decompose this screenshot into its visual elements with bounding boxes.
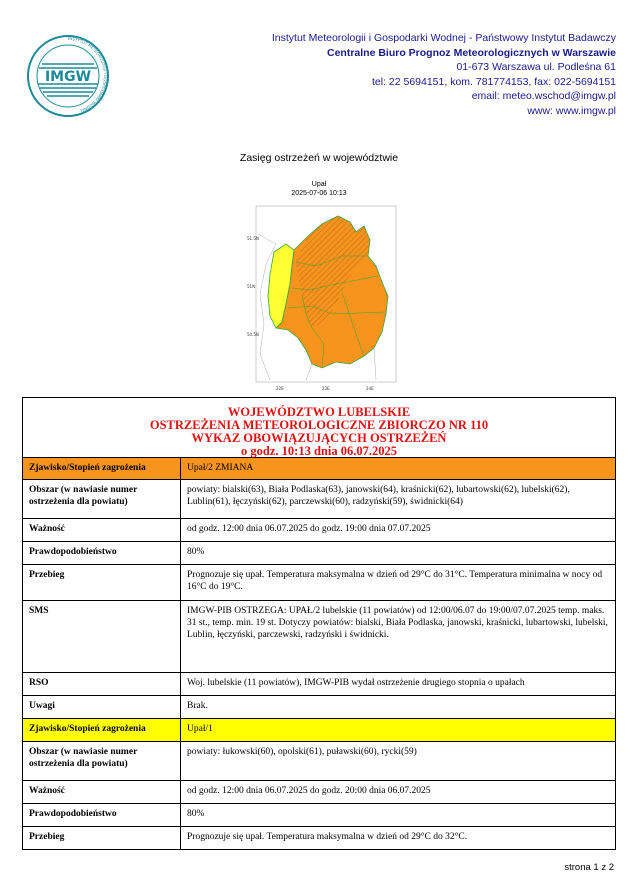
- row-value: 80%: [187, 547, 205, 557]
- table-row: [23, 804, 615, 827]
- bureau-name: Centralne Biuro Prognoz Meteorologicznych w Warszawie: [327, 46, 616, 59]
- table-row: [23, 458, 615, 480]
- row-value: powiaty: łukowski(60), opolski(61), puławski(60), rycki(59): [187, 747, 417, 757]
- table-row: [23, 673, 615, 696]
- row-value: Woj. lubelskie (11 powiatów), IMGW-PIB wydał ostrzeżenie drugiego stopnia o upałach: [187, 678, 525, 688]
- address: 01-673 Warszawa ul. Podleśna 61: [456, 61, 616, 73]
- map-datetime: 2025-07-06 10:13: [291, 190, 347, 197]
- lon-label: 23E: [322, 386, 330, 391]
- table-row: [23, 742, 615, 781]
- row-label: Obszar (w nawiasie numer ostrzeżenia dla powiatu): [23, 480, 181, 518]
- row-label: Zjawisko/Stopień zagrożenia: [23, 458, 181, 479]
- lat-label: 50.5N: [247, 332, 259, 337]
- email[interactable]: email: meteo.wschod@imgw.pl: [471, 90, 616, 102]
- row-value: Prognozuje się upał. Temperatura maksymalna w dzień od 29°C do 32°C.: [187, 832, 468, 842]
- table-row: [23, 601, 615, 673]
- row-value: powiaty: bialski(63), Biała Podlaska(63), janowski(64), kraśnicki(62), lubartowski(62), lubelski(62), Lublin(61), łęczyński(62), parczewski(60), radzyński(59), świdnicki(64): [187, 485, 570, 507]
- row-value: Prognozuje się upał. Temperatura maksymalna w dzień od 29°C do 31°C. Temperatura minimalna w nocy od 16°C do 19°C.: [187, 570, 603, 592]
- map-title: Upał: [311, 181, 327, 188]
- lat-label: 51.5N: [247, 236, 259, 241]
- table-row: [23, 542, 615, 565]
- row-label: Ważność: [23, 519, 181, 541]
- row-label: Prawdopodobieństwo: [23, 804, 181, 826]
- page-number: strona 1 z 2: [564, 862, 614, 873]
- section-title: Zasięg ostrzeżeń w województwie: [239, 152, 399, 164]
- row-label: RSO: [23, 673, 181, 695]
- table-row: [23, 519, 615, 542]
- row-label: Uwagi: [23, 696, 181, 718]
- table-row: [23, 696, 615, 719]
- row-value: od godz. 12:00 dnia 06.07.2025 do godz. 19:00 dnia 07.07.2025: [187, 524, 431, 534]
- phone: tel: 22 5694151, kom. 781774153, fax: 022-5694151: [371, 75, 616, 88]
- bulletin-list-title: WYKAZ OBOWIĄZUJĄCYCH OSTRZEŻEŃ: [191, 431, 447, 445]
- bulletin-number: OSTRZEŻENIA METEOROLOGICZNE ZBIORCZO NR 110: [149, 418, 489, 432]
- table-row: [23, 480, 615, 519]
- row-value: Upał/2 ZMIANA: [187, 463, 254, 473]
- bulletin-time: o godz. 10:13 dnia 06.07.2025: [241, 444, 397, 458]
- imgw-logo: [26, 34, 110, 118]
- row-label: Zjawisko/Stopień zagrożenia: [23, 719, 181, 741]
- website[interactable]: www: www.imgw.pl: [527, 104, 616, 117]
- table-row: [23, 565, 615, 601]
- table-row: [23, 719, 615, 742]
- row-label: Przebieg: [23, 827, 181, 849]
- row-value: IMGW-PIB OSTRZEGA: UPAŁ/2 lubelskie (11 powiatów) od 12:00/06.07 do 19:00/07.07.2025 temp. maks. 31 st., temp. min. 19 st. Dotyczy powiatów: bialski, Biała Podlaska, janowski, kraśnicki, lubartowski, lubelski, Lublin, łęczyński, parczewski, radzyński i świdnicki.: [187, 606, 608, 640]
- lat-label: 51N: [247, 284, 256, 289]
- row-value: Brak.: [187, 701, 208, 711]
- table-row: [23, 781, 615, 804]
- lon-label: 24E: [366, 386, 374, 391]
- institute-name: Instytut Meteorologii i Gospodarki Wodnej - Państwowy Instytut Badawczy: [271, 32, 616, 44]
- row-value: 80%: [187, 809, 205, 819]
- row-label: Ważność: [23, 781, 181, 803]
- lon-label: 22E: [276, 386, 284, 391]
- bulletin-heading: [23, 398, 615, 458]
- svg-text:IMGW: IMGW: [44, 69, 92, 85]
- table-row: [23, 827, 615, 849]
- institute-header: [272, 31, 616, 118]
- warnings-table: [22, 397, 616, 850]
- row-label: Przebieg: [23, 565, 181, 600]
- row-label: Prawdopodobieństwo: [23, 542, 181, 564]
- voivodeship-title: WOJEWÓDZTWO LUBELSKIE: [227, 405, 411, 419]
- warning-map: [246, 204, 398, 392]
- row-label: SMS: [23, 601, 181, 672]
- row-value: od godz. 12:00 dnia 06.07.2025 do godz. 20:00 dnia 06.07.2025: [187, 786, 431, 796]
- row-label: Obszar (w nawiasie numer ostrzeżenia dla powiatu): [23, 742, 181, 780]
- svg-text:INSTYTUT METEOROLOGII I GOSPOD: INSTYTUT METEOROLOGII I GOSPODARKI WODNEJ: [67, 35, 108, 114]
- row-value: Upał/1: [187, 724, 213, 734]
